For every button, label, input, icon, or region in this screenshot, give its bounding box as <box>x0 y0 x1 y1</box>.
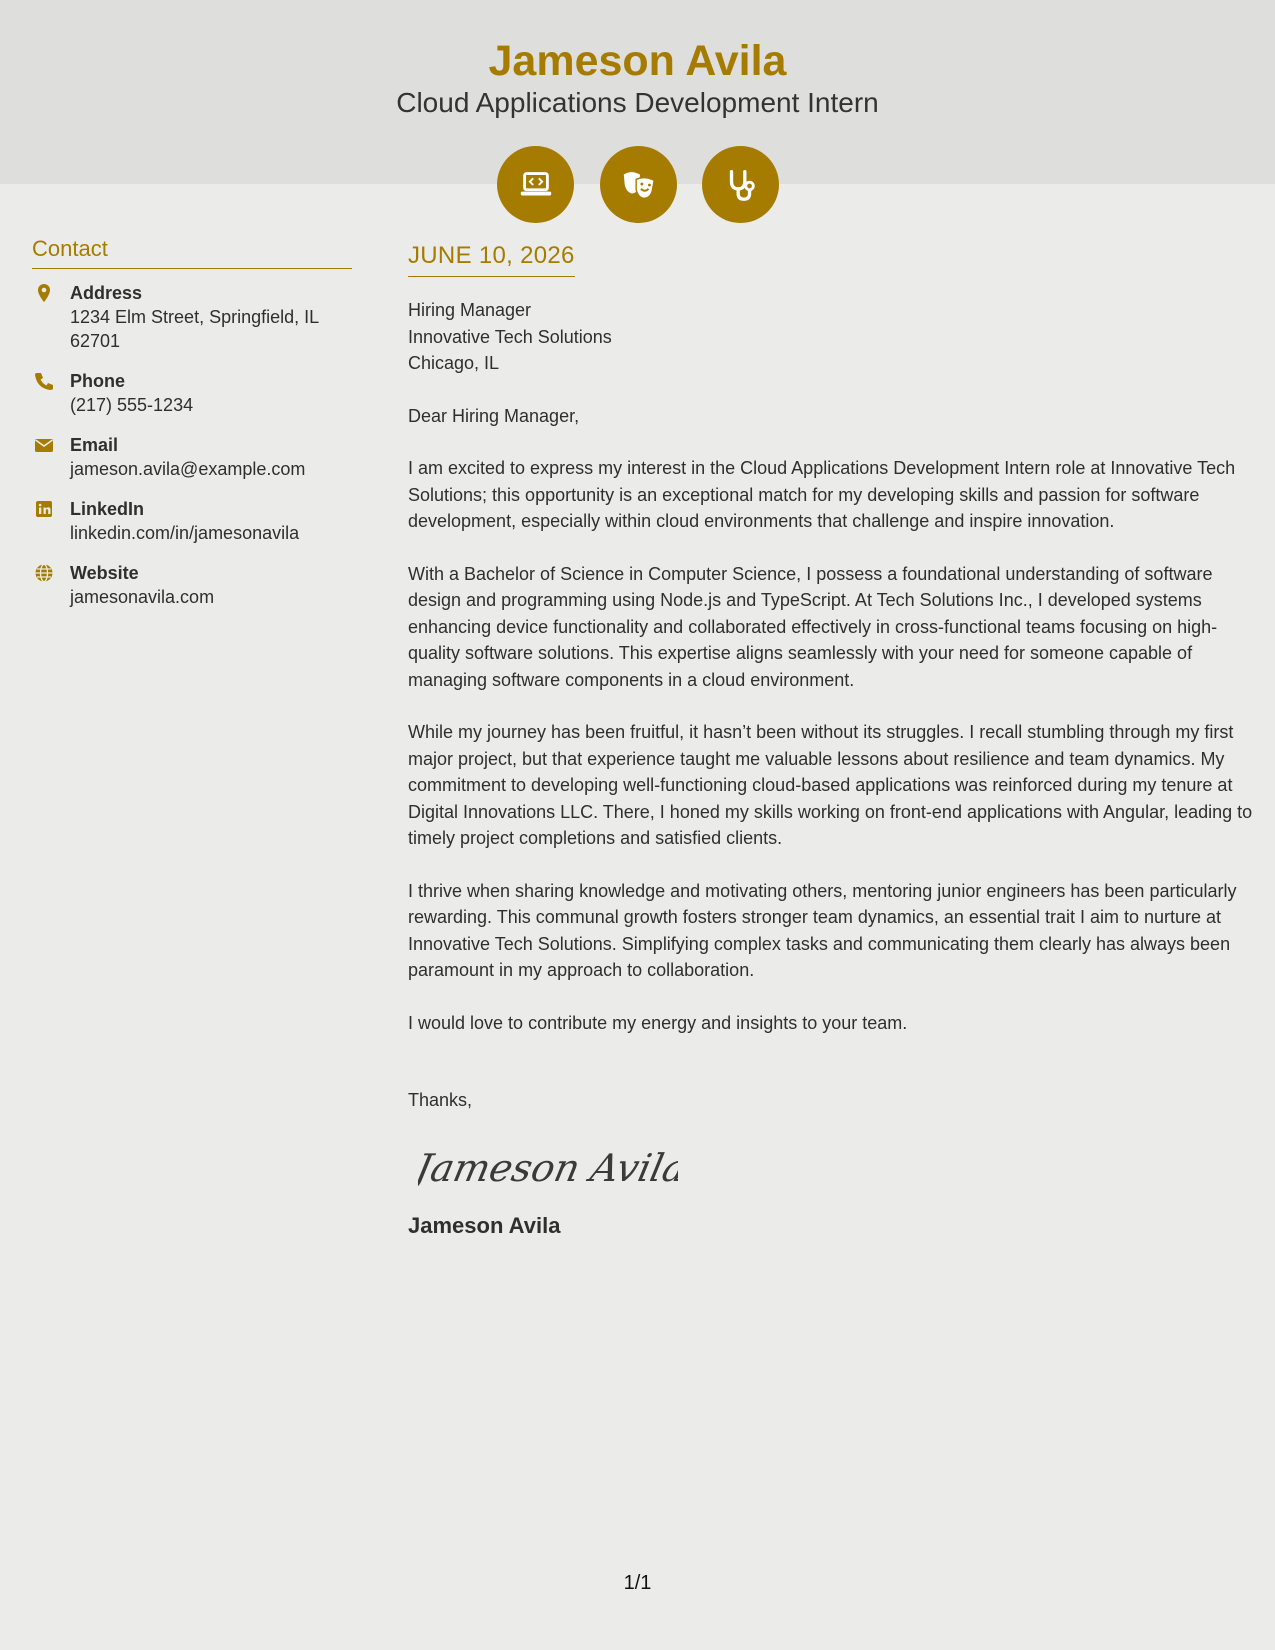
recipient-block <box>408 297 1253 377</box>
contact-label: Email <box>70 435 119 455</box>
handwritten-signature <box>418 1131 1253 1199</box>
letter-paragraph: While my journey has been fruitful, it hasn’t been without its struggles. I recall stumbling through my first major project, but that experience taught me valuable lessons about resilience and team dynamics. My commitment to developing well-functioning cloud-based applications was reinforced during my tenure at Digital Innovations LLC. There, I honed my skills working on front-end applications with Angular, leading to timely project completions and satisfied clients. <box>408 722 1253 848</box>
contact-label: LinkedIn <box>70 499 145 519</box>
contact-value: 1234 Elm Street, Springfield, IL 62701 <box>70 307 319 351</box>
letter-date: JUNE 10, 2026 <box>408 242 575 277</box>
contact-label: Address <box>70 283 143 303</box>
recipient-line: Hiring Manager <box>408 300 532 320</box>
laptop-code-icon <box>497 146 574 223</box>
theater-masks-icon <box>600 146 677 223</box>
stethoscope-icon <box>702 146 779 223</box>
contact-linkedin <box>32 497 352 545</box>
contact-value[interactable]: linkedin.com/in/jamesonavila <box>70 523 300 543</box>
letter-paragraph: With a Bachelor of Science in Computer Science, I possess a foundational understanding of software design and programming using Node.js and TypeScript. At Tech Solutions Inc., I developed systems enhancing device functionality and collaborated effectively in cross-functional teams focusing on high-quality software solutions. This expertise aligns seamlessly with your need for someone capable of managing software components in a cloud environment. <box>408 563 1218 690</box>
cover-letter-body <box>408 242 1253 1239</box>
letter-paragraph: I would love to contribute my energy and insights to your team. <box>408 1012 908 1033</box>
contact-value: (217) 555-1234 <box>70 395 194 415</box>
phone-icon <box>34 371 54 391</box>
contact-sidebar <box>32 236 352 625</box>
page-number: 1/1 <box>623 1572 652 1594</box>
job-title: Cloud Applications Development Intern <box>396 87 879 118</box>
interest-icons <box>0 146 1275 222</box>
linkedin-icon <box>34 499 54 519</box>
recipient-line: Innovative Tech Solutions <box>408 326 612 347</box>
letter-paragraph: I thrive when sharing knowledge and motivating others, mentoring junior engineers has been particularly rewarding. This communal growth fosters stronger team dynamics, an essential trait I aim to nurture at Innovative Tech Solutions. Simplifying complex tasks and communicating them clearly has always been paramount in my approach to collaboration. <box>408 880 1237 980</box>
contact-value[interactable]: jamesonavila.com <box>70 587 215 607</box>
globe-icon <box>34 563 54 583</box>
map-pin-icon <box>34 283 54 303</box>
contact-label: Website <box>70 563 139 583</box>
contact-label: Phone <box>70 371 126 391</box>
closing: Thanks, <box>408 1090 473 1110</box>
contact-address <box>32 281 352 353</box>
contact-website <box>32 561 352 609</box>
signed-name: Jameson Avila <box>408 1213 561 1238</box>
contact-email <box>32 433 352 481</box>
salutation: Dear Hiring Manager, <box>408 405 580 426</box>
envelope-icon <box>34 435 54 455</box>
contact-value[interactable]: jameson.avila@example.com <box>70 459 306 479</box>
recipient-line: Chicago, IL <box>408 353 500 373</box>
letter-paragraph: I am excited to express my interest in the Cloud Applications Development Intern role at Innovative Tech Solutions; this opportunity is an exceptional match for my developing skills and passion for software development, especially within cloud environments that challenge and inspire innovation. <box>408 458 1236 531</box>
applicant-name: Jameson Avila <box>488 37 787 85</box>
svg-text:Jameson Avila: Jameson Avila <box>418 1146 678 1191</box>
contact-phone <box>32 369 352 417</box>
contact-heading: Contact <box>32 236 352 269</box>
